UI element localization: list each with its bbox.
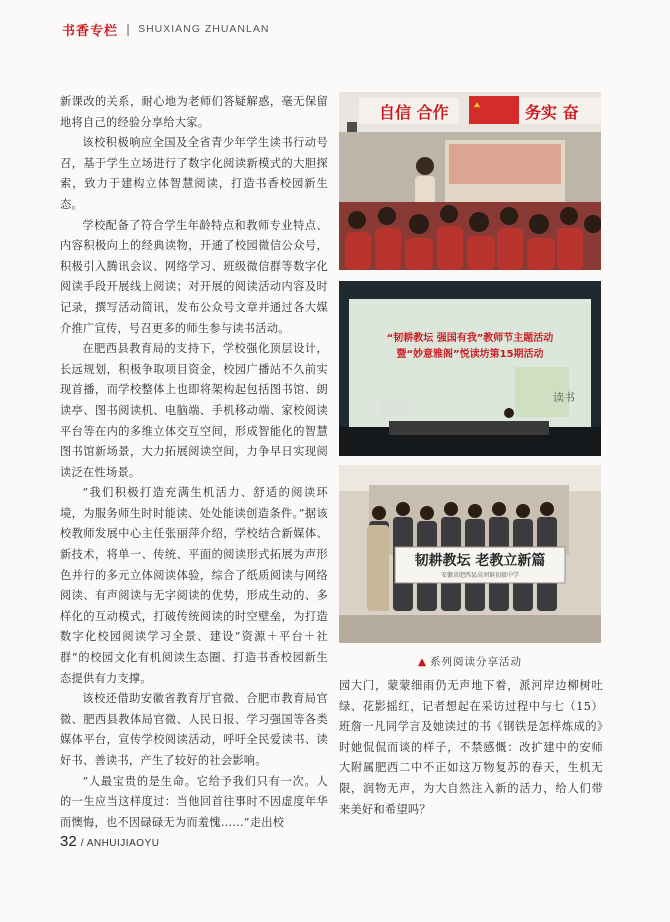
article-body-right: [339, 676, 603, 820]
banner-left-text: 自信 合作: [379, 103, 449, 122]
right-paragraph: 园大门，蒙蒙细雨仍无声地下着，派河岸边柳树吐绿、花影摇红，记者想起在采访过程中与七（15）班詹一凡同学言及她读过的书《钢铁是怎样炼成的》时她侃侃而谈的样子，不禁感慨：改扩建中的安师大附属肥西二中不正如这万物复苏的春天，生机无限，润物无声，为大自然注入新的活力，给人们带来美好和希望吗？: [339, 679, 603, 816]
photo-classroom-image: [339, 92, 601, 270]
photo-auditorium-image: [339, 281, 601, 456]
page-footer: [60, 833, 159, 850]
screen-title-line2: 暨“妙意雅阁”悦读坊第15期活动: [396, 349, 544, 360]
triangle-icon: ▲: [417, 656, 428, 668]
photo-caption: [339, 654, 601, 669]
page-number: 32: [60, 833, 77, 850]
paragraph-0: 新课改的关系，耐心地为老师们答疑解惑，毫无保留地将自己的经验分享给大家。: [60, 95, 328, 129]
magazine-name: / ANHUIJIAOYU: [80, 838, 160, 849]
screen-side-text: 读书: [553, 391, 575, 404]
screen-title-line1: “韧耕教坛 强国有我”教师节主题活动: [386, 333, 554, 344]
paragraph-1: 该校积极响应全国及全省青少年学生读书行动号召，基于学生立场进行了数字化阅读新模式的大胆探索，致力于建构立体智慧阅读，打造书香校园新生态。: [60, 136, 328, 211]
photo-group: [339, 465, 601, 643]
scroll-title: 韧耕教坛 老教立新篇: [414, 553, 546, 569]
paragraph-5: 该校还借助安徽省教育厅官微、合肥市教育局官微、肥西县教体局官微、人民日报、学习强国等各类媒体平台，宣传学校阅读活动，呼吁全民爱读书、读好书、善读书，产生了较好的社会影响。: [60, 692, 328, 767]
column-header: [62, 20, 622, 38]
photo-classroom: [339, 92, 601, 270]
paragraph-4: “我们积极打造充满生机活力、舒适的阅读环境，为服务师生时时能读、处处能读创造条件。”据该校教师发展中心主任张丽萍介绍，学校结合新媒体、新技术，将单一、传统、平面的阅读形式拓展为声形色并行的多元立体阅读体验，综合了纸质阅读与网络阅读、有声阅读与无字阅读的优势，形成生动的、多样化的互动模式，打破传统阅读的时空壁垒，为打造数字化校园阅读学习全景、建设“资源＋平台＋社群”的校园文化有机阅读生态圈、打造书香校园新生态提供有力支撑。: [60, 486, 328, 685]
column-name-cn: 书香专栏: [62, 23, 119, 39]
paragraph-3: 在肥西县教育局的支持下，学校强化顶层设计，长远规划，积极争取项目资金，校园广播站不久前实现首播，而学校整体上也即将架构起包括图书馆、朗读亭、图书阅读机、电脑端、手机移动端、家校阅读平台等在内的多维立体交互空间，形成智能化的智慧图书馆新场景，大力拓展阅读空间，力争早日实现阅读泛在性场景。: [60, 342, 328, 479]
banner-right-text: 务实 奋: [525, 103, 579, 122]
scroll-subtitle: 安徽省肥西县高刘镇初级中学: [440, 572, 520, 579]
article-body-left: [60, 92, 328, 832]
column-name-en: SHUXIANG ZHUANLAN: [138, 23, 270, 35]
paragraph-2: 学校配备了符合学生年龄特点和教师专业特点、内容积极向上的经典读物，开通了校园微信公众号，积极引入腾讯会议、网络学习、班级微信群等数字化阅读手段开展线上阅读；对开展的阅读活动内容及时记录，撰写活动简讯，发布公众号文章并通过各大媒介推广宣传，号召更多的师生参与读书活动。: [60, 218, 328, 335]
paragraph-6: “人最宝贵的是生命。它给予我们只有一次。人的一生应当这样度过：当他回首往事时不因虚度年华而懊悔，也不因碌碌无为而羞愧……”走出校: [60, 774, 328, 829]
photo-auditorium: [339, 281, 601, 456]
caption-text: 系列阅读分享活动: [430, 656, 523, 668]
header-separator: |: [126, 22, 131, 36]
photo-group-image: [339, 465, 601, 643]
